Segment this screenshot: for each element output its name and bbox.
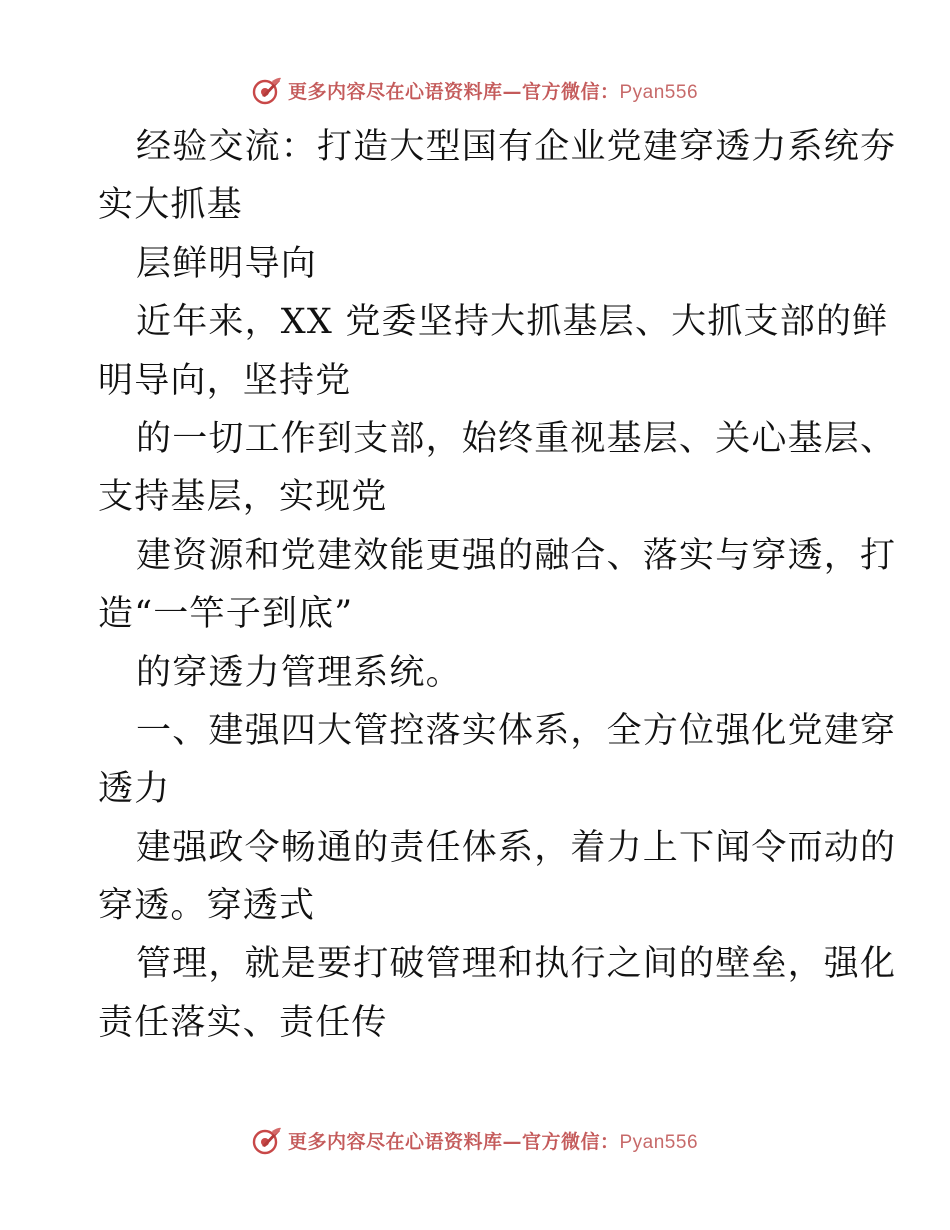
- text-line: 的一切工作到支部，始终重视基层、关心基层、: [136, 418, 897, 459]
- watermark-header: [0, 70, 950, 110]
- text-line: 经验交流：打造大型国有企业党建穿透力系统夯: [136, 127, 897, 167]
- watermark-text: 更多内容尽在心语资料库—官方微信：Pyan556: [287, 80, 699, 103]
- quill-logo-icon: [252, 75, 282, 105]
- text-line: 支持基层，实现党: [98, 477, 388, 518]
- watermark-footer: [0, 1120, 950, 1160]
- quill-logo-icon: [252, 1125, 282, 1155]
- text-line: 责任落实、责任传: [98, 1002, 388, 1043]
- text-line: 建资源和党建效能更强的融合、落实与穿透，打: [136, 535, 897, 576]
- text-line: 管理，就是要打破管理和执行之间的壁垒，强化: [136, 944, 897, 985]
- text-line: 的穿透力管理系统。: [136, 652, 462, 693]
- text-line: 透力: [98, 769, 171, 810]
- text-line: 实大抓基: [98, 185, 243, 226]
- text-line: 一、建强四大管控落实体系，全方位强化党建穿: [136, 710, 897, 751]
- text-line: 穿透。穿透式: [98, 886, 316, 927]
- text-line: 建强政令畅通的责任体系，着力上下闻令而动的: [136, 827, 897, 868]
- text-line: 层鲜明导向: [136, 243, 318, 284]
- text-line: 造“一竿子到底”: [98, 594, 354, 635]
- text-line: 近年来，XX 党委坚持大抓基层、大抓支部的鲜: [136, 302, 889, 343]
- text-line: 明导向，坚持党: [98, 360, 352, 401]
- document-body: [98, 118, 897, 1052]
- watermark-text: 更多内容尽在心语资料库—官方微信：Pyan556: [287, 1130, 699, 1153]
